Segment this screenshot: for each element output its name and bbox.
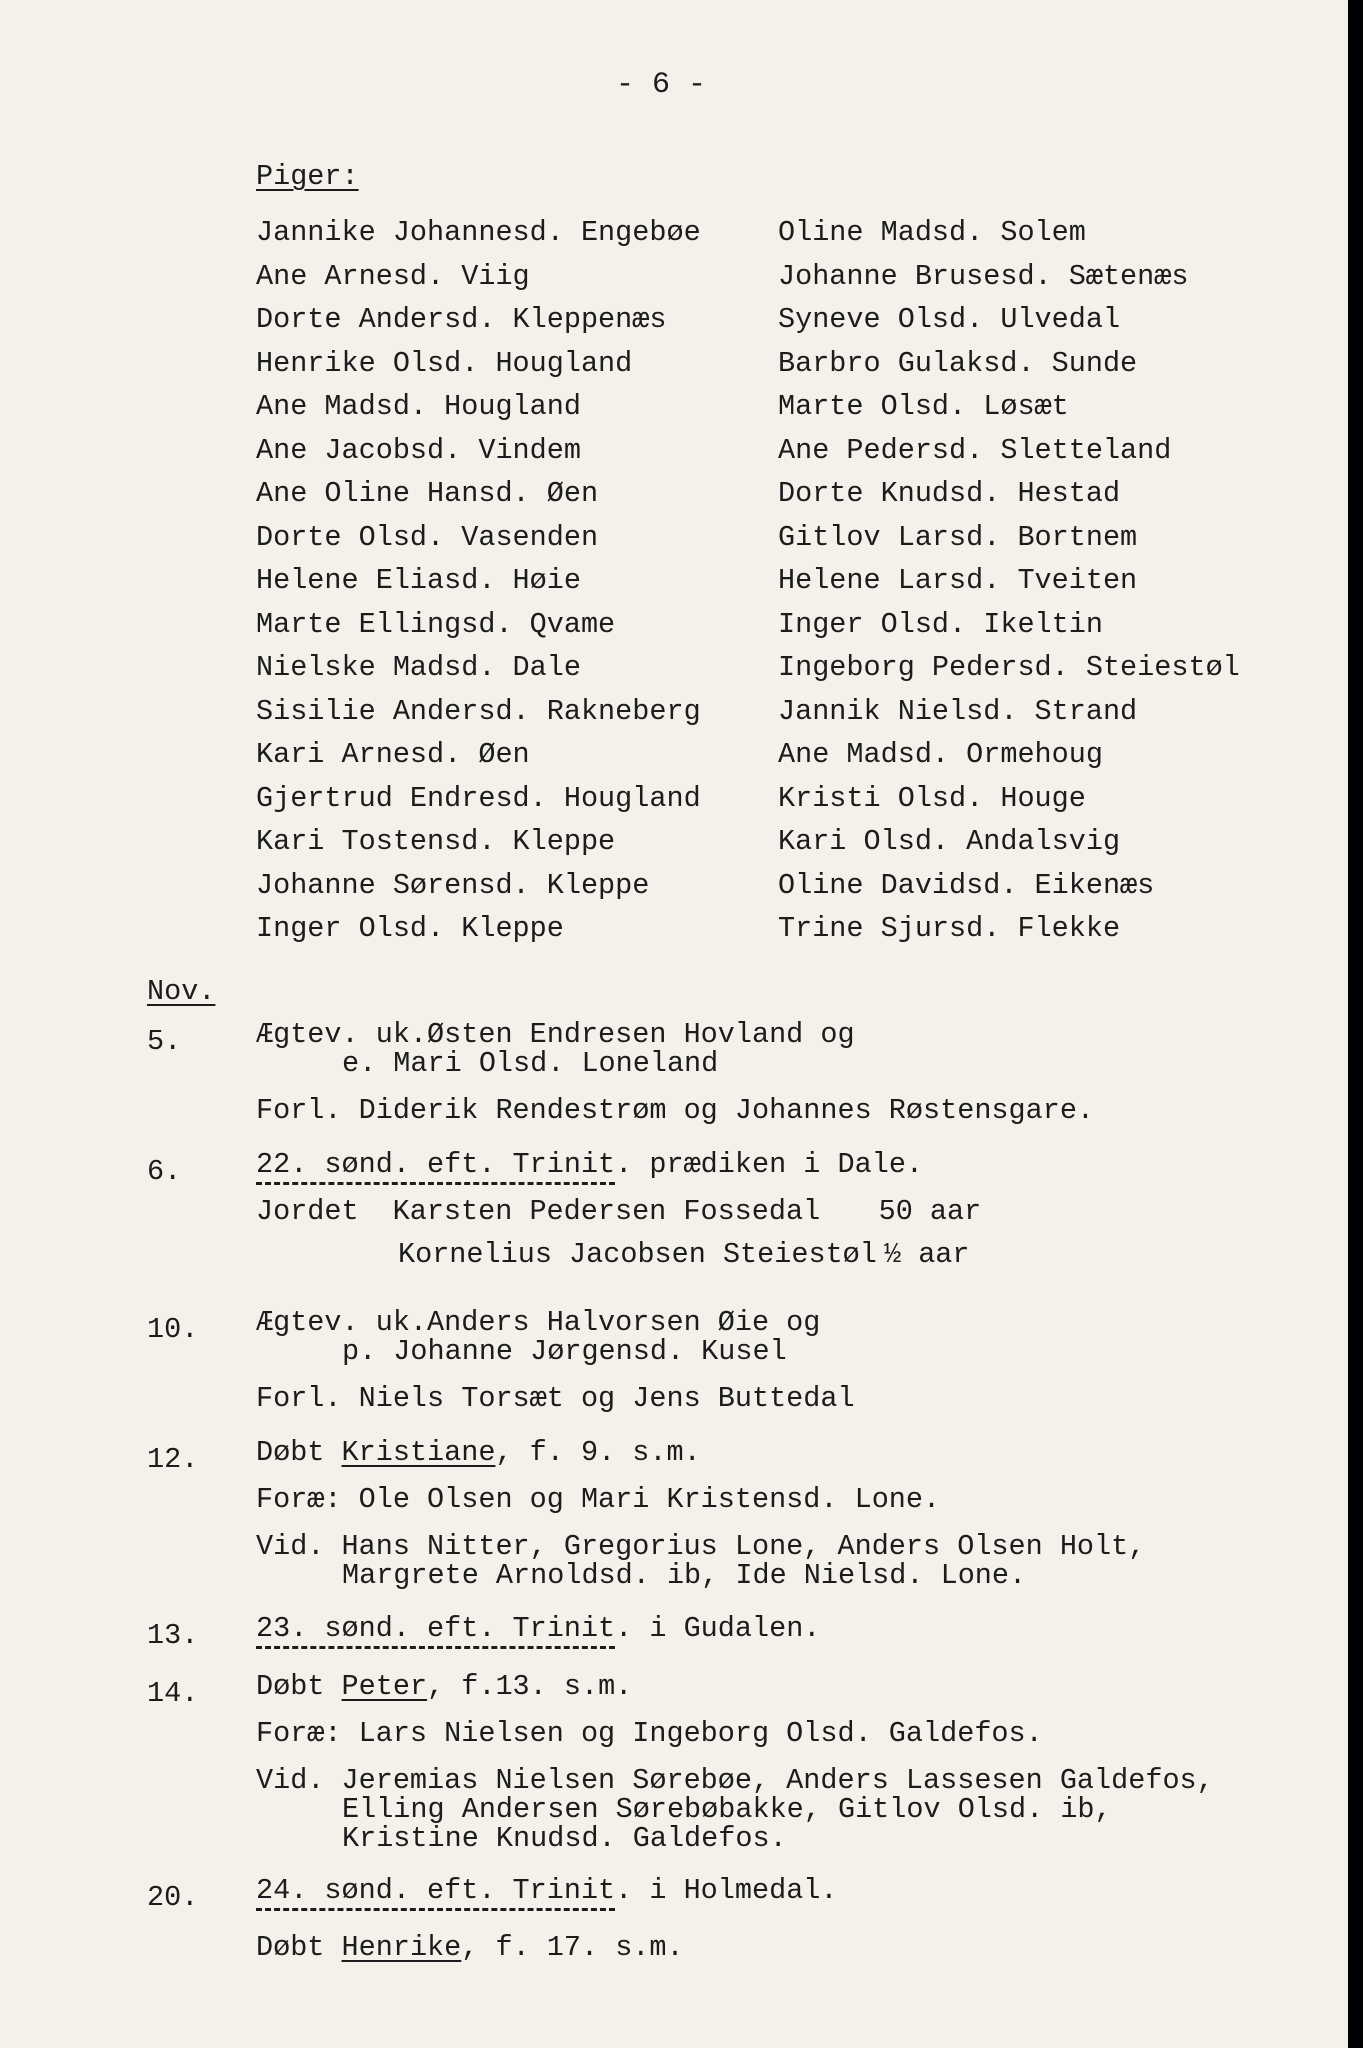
burial-name: Karsten Pedersen Fossedal [392,1195,821,1228]
entry-line: 23. sønd. eft. Trinit. i Gudalen. [256,1614,1296,1643]
sunday-name: 23. sønd. eft. Trinit [256,1612,615,1649]
child-name: Kristiane [341,1436,496,1469]
child-name: Peter [341,1670,428,1703]
name-entry: Ane Arnesd. Viig [256,259,530,293]
girls-list-right [778,211,1240,951]
name-entry: Johanne Brusesd. Sætenæs [778,259,1189,293]
burial-name: Kornelius Jacobsen Steiestøl [398,1238,877,1271]
name-entry: Barbro Gulaksd. Sunde [778,346,1138,380]
name-entry: Syneve Olsd. Ulvedal [778,303,1121,336]
name-entry: Gitlov Larsd. Bortnem [778,520,1138,554]
entry-line: Forl. Niels Torsæt og Jens Buttedal [256,1382,855,1415]
name-entry: Oline Madsd. Solem [778,216,1086,249]
buried-label: Jordet [256,1195,359,1228]
entry-line: 24. sønd. eft. Trinit. i Holmedal. [256,1876,1296,1905]
entry-line: Vid. Hans Nitter, Gregorius Lone, Anders Olsen Holt, [256,1530,1146,1563]
name-entry: Gjertrud Endresd. Hougland [256,781,701,815]
name-entry: Helene Eliasd. Høie [256,564,581,597]
burial-age: ½ aar [884,1238,970,1271]
entry-date: 20. [147,1881,199,1914]
name-entry: Jannike Johannesd. Engebøe [256,216,701,249]
name-entry: Kari Olsd. Andalsvig [778,825,1121,858]
name-entry: Ingeborg Pedersd. Steiestøl [778,651,1240,684]
name-entry: Marte Ellingsd. Qvame [256,607,616,641]
name-entry: Sisilie Andersd. Rakneberg [256,694,701,728]
entry-date: 12. [147,1443,199,1476]
burial-age: 50 aar [878,1195,982,1228]
entry-line: Elling Andersen Sørebøbakke, Gitlov Olsd. ib, [342,1793,1112,1826]
entry-date: 6. [147,1155,182,1188]
name-entry: Kristi Olsd. Houge [778,781,1086,815]
name-entry: Trine Sjursd. Flekke [778,912,1121,945]
entry-line: Kristine Knudsd. Galdefos. [342,1822,787,1855]
name-entry: Dorte Olsd. Vasenden [256,520,599,554]
burial-line [256,1197,1296,1226]
section-heading: Piger: [256,160,359,193]
entry-line: Vid. Jeremias Nielsen Sørebøe, Anders Lassesen Galdefos, [256,1764,1214,1797]
name-entry: Jannik Nielsd. Strand [778,694,1138,728]
page-number: - 6 - [616,68,707,102]
entry-date: 14. [147,1677,199,1710]
entry-body [256,1876,1296,1962]
entry-date: 13. [147,1619,199,1652]
month-label: Nov. [147,975,216,1008]
entry-body [256,1614,1296,1643]
name-entry: Ane Madsd. Hougland [256,390,581,423]
entry-date: 10. [147,1313,199,1346]
name-entry: Dorte Andersd. Kleppenæs [256,303,667,336]
entry-line: Ægtev. uk.Østen Endresen Hovland og [256,1018,855,1051]
name-entry: Helene Larsd. Tveiten [778,564,1138,597]
name-entry: Marte Olsd. Løsæt [778,390,1069,423]
name-entry: Ane Jacobsd. Vindem [256,433,581,467]
sunday-name: 24. sønd. eft. Trinit [256,1874,615,1911]
entry-line: Døbt Henrike, f. 17. s.m. [256,1931,684,1964]
entry-line: p. Johanne Jørgensd. Kusel [342,1335,787,1368]
name-entry: Inger Olsd. Ikeltin [778,607,1103,641]
entry-line: Døbt Kristiane, f. 9. s.m. [256,1436,701,1469]
entry-line: Foræ: Ole Olsen og Mari Kristensd. Lone. [256,1483,941,1516]
child-name: Henrike [341,1931,462,1964]
name-entry: Kari Tostensd. Kleppe [256,825,616,858]
entry-line: Foræ: Lars Nielsen og Ingeborg Olsd. Galdefos. [256,1717,1043,1750]
name-entry: Inger Olsd. Kleppe [256,912,564,945]
entry-line: Margrete Arnoldsd. ib, Ide Nielsd. Lone. [342,1559,1027,1592]
entry-body [256,1020,1296,1125]
burial-line [256,1240,1296,1269]
entry-line: Døbt Peter, f.13. s.m. [256,1670,633,1703]
entry-body [256,1150,1296,1269]
name-entry: Ane Oline Hansd. Øen [256,477,599,510]
name-entry: Oline Davidsd. Eikenæs [778,868,1155,902]
entry-line: Ægtev. uk.Anders Halvorsen Øie og [256,1306,821,1339]
name-entry: Henrike Olsd. Hougland [256,346,633,380]
sunday-name: 22. sønd. eft. Trinit [256,1148,615,1185]
name-entry: Johanne Sørensd. Kleppe [256,868,650,902]
girls-list-left [256,211,701,951]
name-entry: Ane Madsd. Ormehoug [778,738,1103,771]
entry-body [256,1438,1296,1590]
entry-line: Forl. Diderik Rendestrøm og Johannes Røstensgare. [256,1094,1095,1127]
name-entry: Kari Arnesd. Øen [256,738,530,771]
entry-date: 5. [147,1025,182,1058]
entry-body [256,1308,1296,1413]
name-entry: Ane Pedersd. Sletteland [778,433,1172,467]
name-entry: Nielske Madsd. Dale [256,651,581,684]
entry-line: 22. sønd. eft. Trinit. prædiken i Dale. [256,1150,1296,1179]
entry-line: e. Mari Olsd. Loneland [342,1047,719,1080]
name-entry: Dorte Knudsd. Hestad [778,477,1121,510]
entry-body [256,1672,1296,1853]
